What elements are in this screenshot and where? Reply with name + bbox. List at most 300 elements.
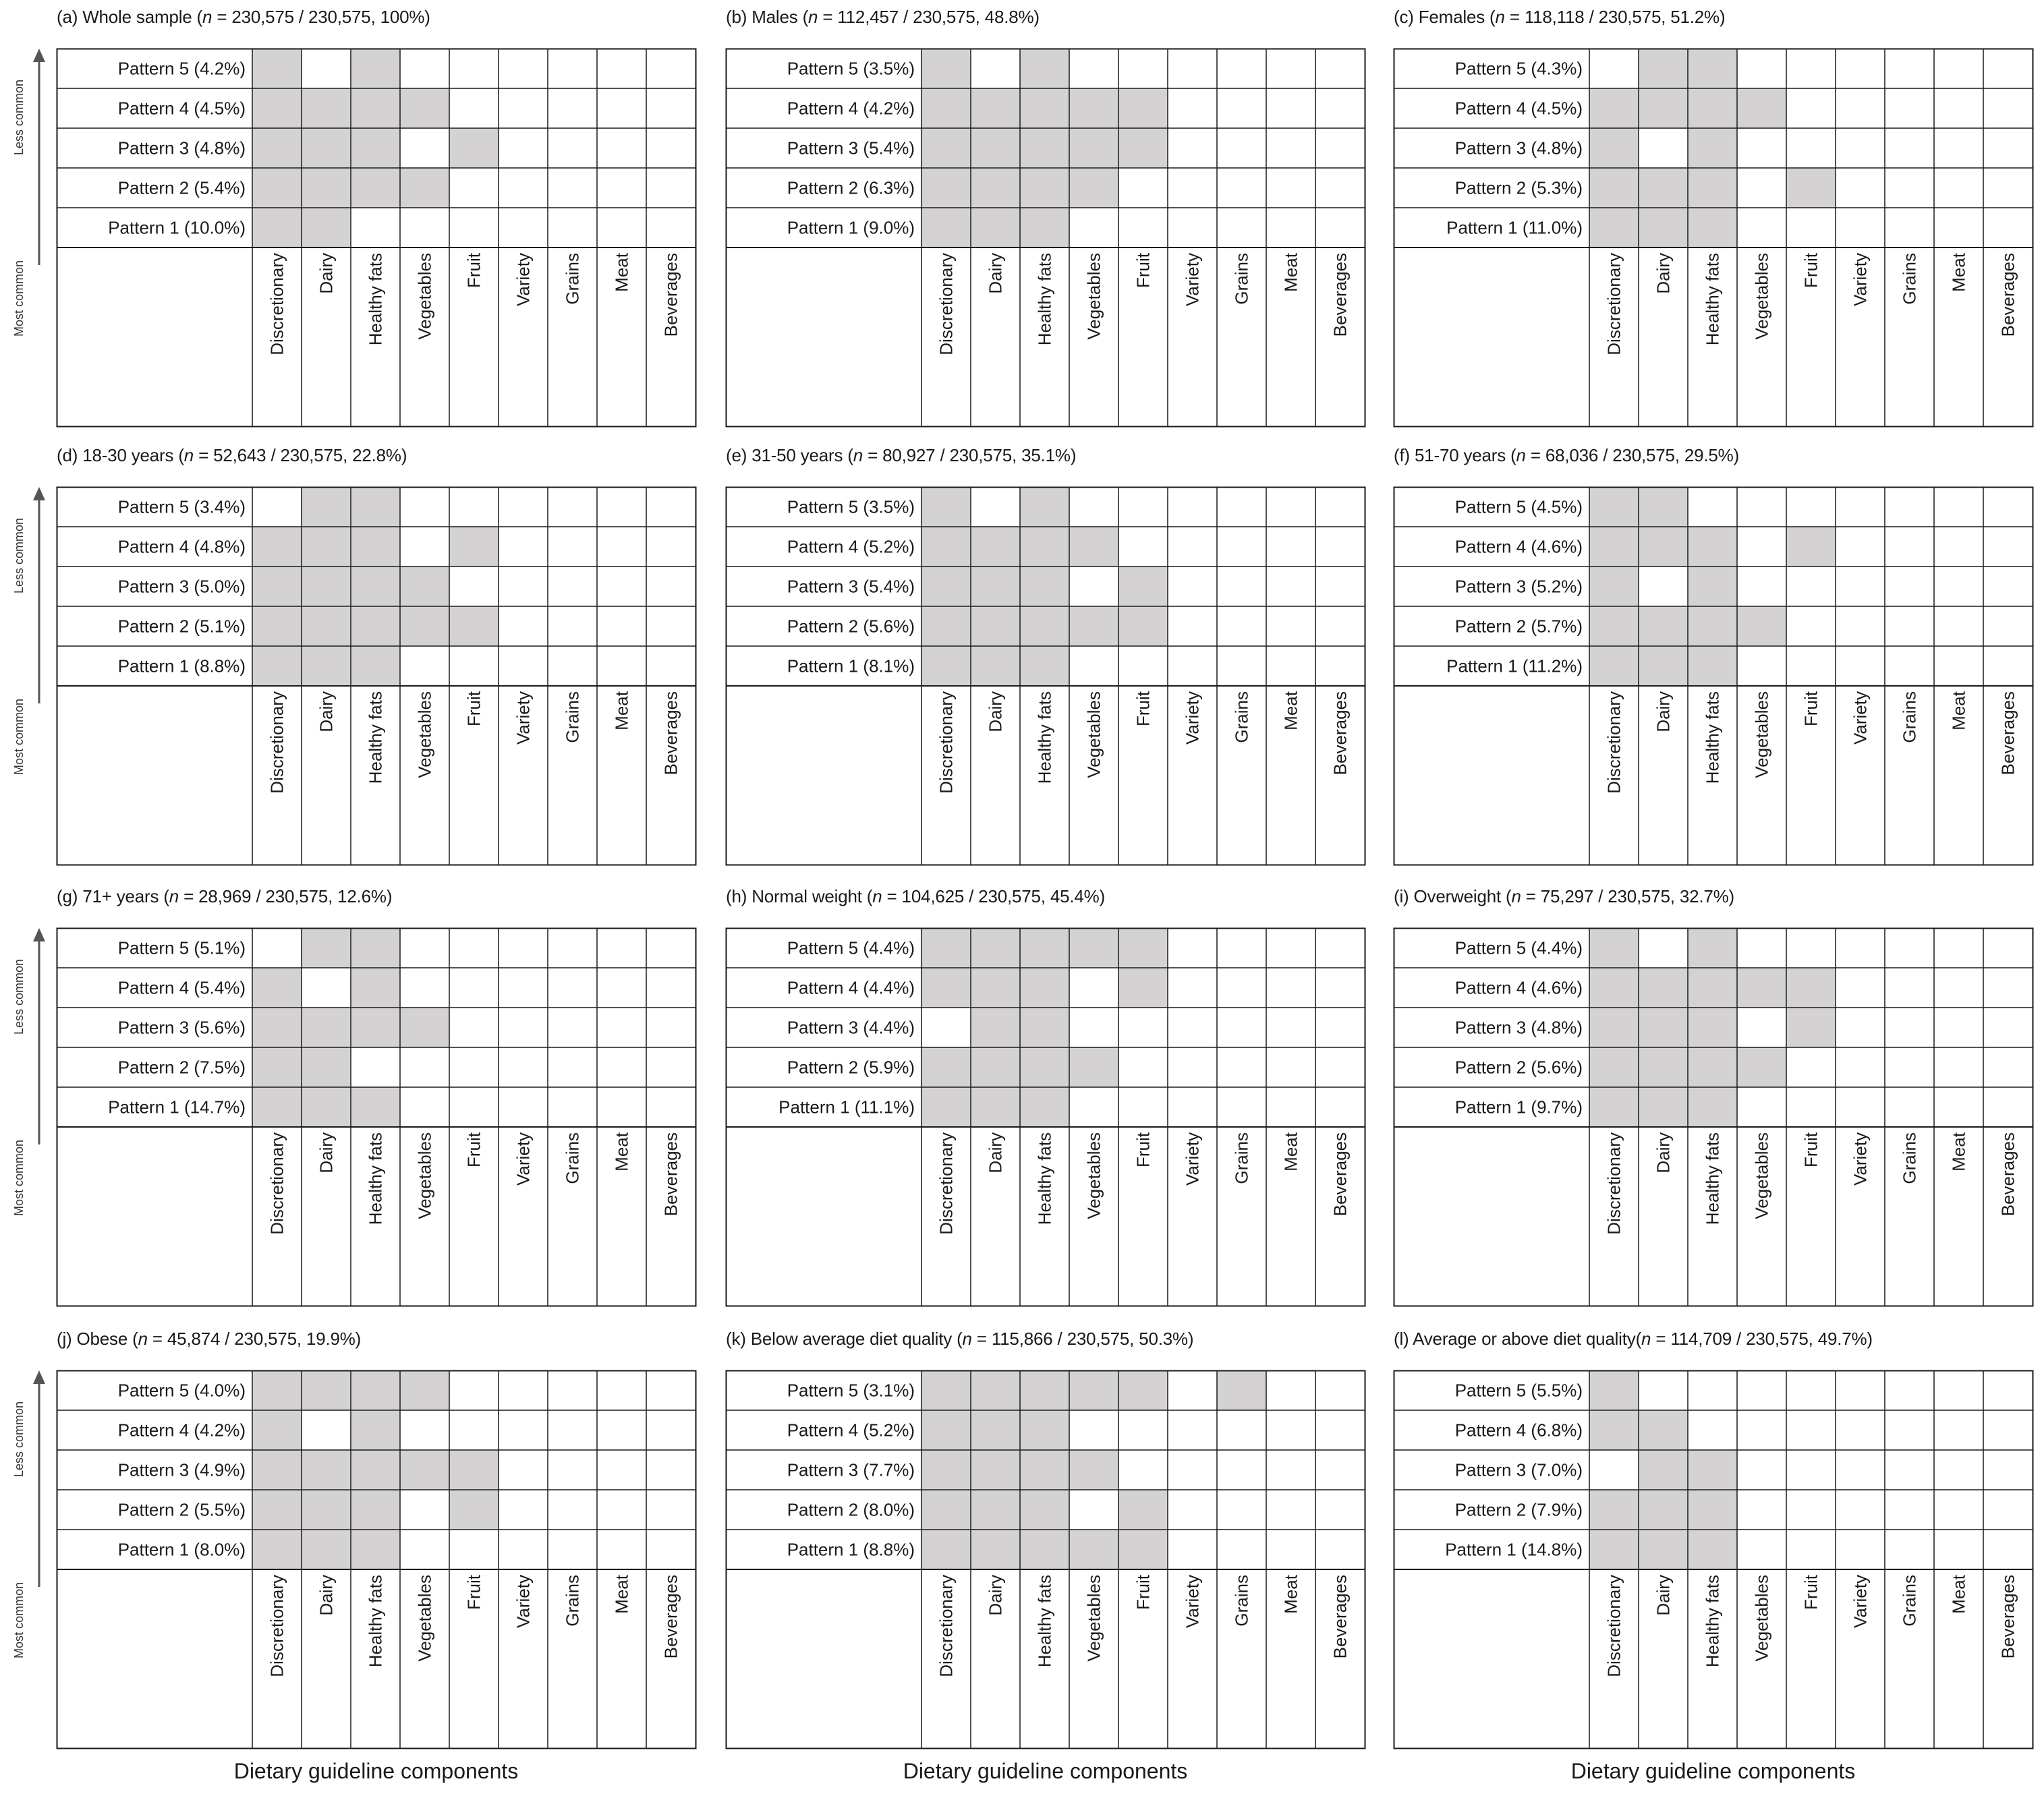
component-label: Vegetables bbox=[414, 1575, 435, 1662]
component-label: Healthy fats bbox=[365, 691, 386, 784]
shaded-cell bbox=[351, 1530, 400, 1569]
shaded-cell bbox=[1639, 1087, 1688, 1127]
shaded-cell bbox=[921, 646, 971, 686]
component-label: Variety bbox=[1850, 1575, 1871, 1628]
shaded-cell bbox=[971, 606, 1020, 646]
shaded-cell bbox=[1688, 968, 1737, 1008]
component-label: Variety bbox=[513, 253, 534, 306]
pattern-label: Pattern 5 (5.5%) bbox=[1454, 1380, 1583, 1401]
panel-title-suffix: = 115,866 / 230,575, 50.3%) bbox=[971, 1329, 1194, 1349]
component-label: Grains bbox=[562, 1132, 583, 1184]
shaded-cell bbox=[1589, 128, 1639, 168]
component-label: Discretionary bbox=[266, 253, 287, 355]
component-label: Vegetables bbox=[1083, 1575, 1104, 1662]
pattern-label: Pattern 4 (4.6%) bbox=[1454, 977, 1583, 998]
shaded-cell bbox=[921, 1370, 971, 1410]
shaded-cell bbox=[302, 1008, 351, 1047]
panel-title-n: n bbox=[1511, 886, 1521, 906]
component-label: Meat bbox=[611, 253, 632, 292]
panel-title-prefix: (a) Whole sample ( bbox=[57, 7, 203, 27]
shaded-cell bbox=[252, 527, 302, 567]
pattern-label: Pattern 1 (14.7%) bbox=[108, 1097, 246, 1118]
component-label: Meat bbox=[1280, 691, 1301, 730]
component-label: Beverages bbox=[1997, 1132, 2018, 1217]
pattern-label: Pattern 3 (4.9%) bbox=[117, 1459, 246, 1480]
pattern-label: Pattern 3 (5.6%) bbox=[117, 1017, 246, 1038]
shaded-cell bbox=[1069, 128, 1118, 168]
pattern-label: Pattern 1 (9.7%) bbox=[1454, 1097, 1583, 1118]
component-label: Grains bbox=[1899, 1575, 1920, 1627]
shaded-cell bbox=[921, 606, 971, 646]
component-label: Meat bbox=[1280, 1575, 1301, 1614]
shaded-cell bbox=[971, 1087, 1020, 1127]
pattern-label: Pattern 5 (4.5%) bbox=[1454, 496, 1583, 517]
component-label: Vegetables bbox=[1083, 1132, 1104, 1219]
shaded-cell bbox=[1069, 168, 1118, 208]
pattern-label: Pattern 5 (4.2%) bbox=[117, 58, 246, 79]
panel-title-n: n bbox=[1495, 7, 1505, 27]
pattern-label: Pattern 1 (10.0%) bbox=[108, 217, 246, 238]
component-label: Healthy fats bbox=[1702, 1132, 1723, 1225]
panel-title-suffix: = 104,625 / 230,575, 45.4%) bbox=[882, 886, 1106, 906]
shaded-cell bbox=[1118, 567, 1168, 606]
shaded-cell bbox=[1639, 49, 1688, 88]
pattern-label: Pattern 1 (9.0%) bbox=[787, 217, 915, 238]
pattern-grid bbox=[57, 885, 704, 1303]
pattern-label: Pattern 1 (11.1%) bbox=[778, 1097, 915, 1118]
pattern-label: Pattern 4 (4.2%) bbox=[117, 1420, 246, 1441]
pattern-label: Pattern 1 (14.8%) bbox=[1445, 1539, 1583, 1560]
pattern-label: Pattern 1 (11.0%) bbox=[1446, 217, 1583, 238]
component-label: Healthy fats bbox=[1034, 1132, 1055, 1225]
shaded-cell bbox=[1589, 567, 1639, 606]
pattern-label: Pattern 4 (6.8%) bbox=[1454, 1420, 1583, 1441]
shaded-cell bbox=[921, 527, 971, 567]
pattern-label: Pattern 2 (5.4%) bbox=[117, 177, 246, 198]
panel-title-prefix: (d) 18-30 years ( bbox=[57, 445, 184, 465]
component-label: Beverages bbox=[660, 691, 681, 776]
shaded-cell bbox=[400, 168, 449, 208]
component-label: Grains bbox=[1231, 1132, 1252, 1184]
shaded-cell bbox=[1786, 968, 1836, 1008]
shaded-cell bbox=[1589, 1087, 1639, 1127]
panel-title-n: n bbox=[183, 445, 194, 465]
shaded-cell bbox=[1589, 606, 1639, 646]
component-label: Grains bbox=[1231, 1575, 1252, 1627]
component-label: Fruit bbox=[1133, 1575, 1154, 1610]
pattern-grid bbox=[726, 885, 1373, 1303]
shaded-cell bbox=[921, 1047, 971, 1087]
side-label-most-common: Most common bbox=[12, 1582, 26, 1658]
x-axis-title: Dietary guideline components bbox=[1570, 1759, 1856, 1783]
component-label: Meat bbox=[1280, 1132, 1301, 1171]
shaded-cell bbox=[302, 1450, 351, 1490]
component-label: Dairy bbox=[316, 253, 337, 294]
shaded-cell bbox=[1589, 1370, 1639, 1410]
component-label: Grains bbox=[1899, 691, 1920, 743]
shaded-cell bbox=[921, 968, 971, 1008]
panel-title-suffix: = 80,927 / 230,575, 35.1%) bbox=[863, 445, 1077, 465]
side-label-most-common: Most common bbox=[12, 1139, 26, 1216]
panel-f bbox=[1394, 444, 2041, 862]
pattern-label: Pattern 4 (4.2%) bbox=[787, 98, 915, 119]
pattern-grid bbox=[1394, 1327, 2041, 1745]
component-label: Meat bbox=[1948, 691, 1969, 730]
shaded-cell bbox=[921, 168, 971, 208]
panel-title-suffix: = 45,874 / 230,575, 19.9%) bbox=[147, 1329, 362, 1349]
pattern-grid bbox=[57, 5, 704, 424]
pattern-label: Pattern 3 (4.8%) bbox=[1454, 138, 1583, 158]
component-label: Variety bbox=[1182, 253, 1203, 306]
shaded-cell bbox=[1118, 606, 1168, 646]
shaded-cell bbox=[921, 1410, 971, 1450]
component-label: Vegetables bbox=[1751, 253, 1772, 340]
shaded-cell bbox=[302, 208, 351, 248]
shaded-cell bbox=[971, 1490, 1020, 1530]
pattern-grid bbox=[1394, 885, 2041, 1303]
pattern-label: Pattern 1 (8.8%) bbox=[117, 656, 246, 676]
pattern-label: Pattern 1 (8.0%) bbox=[117, 1539, 246, 1560]
component-label: Dairy bbox=[985, 253, 1006, 294]
component-label: Discretionary bbox=[1603, 1132, 1624, 1235]
component-label: Dairy bbox=[316, 691, 337, 732]
panel-title-suffix: = 112,457 / 230,575, 48.8%) bbox=[818, 7, 1040, 27]
component-label: Grains bbox=[562, 1575, 583, 1627]
pattern-label: Pattern 2 (6.3%) bbox=[787, 177, 915, 198]
component-label: Variety bbox=[513, 1132, 534, 1186]
pattern-label: Pattern 3 (5.4%) bbox=[787, 576, 915, 597]
component-label: Vegetables bbox=[414, 1132, 435, 1219]
component-label: Dairy bbox=[1653, 691, 1674, 732]
shaded-cell bbox=[302, 1047, 351, 1087]
shaded-cell bbox=[252, 88, 302, 128]
shaded-cell bbox=[971, 208, 1020, 248]
pattern-label: Pattern 1 (8.1%) bbox=[787, 656, 915, 676]
panel-title-prefix: (b) Males ( bbox=[726, 7, 809, 27]
shaded-cell bbox=[1589, 928, 1639, 968]
pattern-label: Pattern 2 (5.5%) bbox=[117, 1499, 246, 1520]
shaded-cell bbox=[921, 567, 971, 606]
shaded-cell bbox=[1639, 208, 1688, 248]
shaded-cell bbox=[302, 527, 351, 567]
shaded-cell bbox=[1020, 527, 1069, 567]
side-label-less-common: Less common bbox=[12, 958, 26, 1035]
shaded-cell bbox=[302, 606, 351, 646]
pattern-label: Pattern 3 (4.4%) bbox=[787, 1017, 915, 1038]
panel-j bbox=[57, 1327, 704, 1745]
shaded-cell bbox=[351, 1087, 400, 1127]
side-label-less-common: Less common bbox=[12, 1401, 26, 1477]
shaded-cell bbox=[400, 606, 449, 646]
component-label: Variety bbox=[1850, 1132, 1871, 1186]
shaded-cell bbox=[351, 567, 400, 606]
shaded-cell bbox=[1069, 928, 1118, 968]
pattern-label: Pattern 5 (4.4%) bbox=[1454, 937, 1583, 958]
side-label-less-common: Less common bbox=[12, 79, 26, 155]
shaded-cell bbox=[1589, 168, 1639, 208]
component-label: Variety bbox=[513, 1575, 534, 1628]
shaded-cell bbox=[1737, 968, 1786, 1008]
shaded-cell bbox=[302, 88, 351, 128]
pattern-label: Pattern 2 (7.9%) bbox=[1454, 1499, 1583, 1520]
shaded-cell bbox=[1688, 128, 1737, 168]
pattern-label: Pattern 4 (4.6%) bbox=[1454, 536, 1583, 557]
shaded-cell bbox=[351, 1410, 400, 1450]
shaded-cell bbox=[1020, 1087, 1069, 1127]
component-label: Vegetables bbox=[1751, 1132, 1772, 1219]
shaded-cell bbox=[921, 928, 971, 968]
panel-title-n: n bbox=[853, 445, 863, 465]
shaded-cell bbox=[400, 1450, 449, 1490]
shaded-cell bbox=[921, 128, 971, 168]
component-label: Healthy fats bbox=[1702, 253, 1723, 346]
component-label: Variety bbox=[1182, 691, 1203, 745]
component-label: Discretionary bbox=[1603, 1575, 1624, 1677]
frequency-arrow bbox=[29, 927, 49, 1149]
shaded-cell bbox=[449, 1490, 499, 1530]
shaded-cell bbox=[1589, 646, 1639, 686]
shaded-cell bbox=[1069, 1047, 1118, 1087]
component-label: Discretionary bbox=[1603, 691, 1624, 794]
panel-title-prefix: (g) 71+ years ( bbox=[57, 886, 169, 906]
shaded-cell bbox=[1639, 88, 1688, 128]
shaded-cell bbox=[1688, 168, 1737, 208]
shaded-cell bbox=[1020, 1008, 1069, 1047]
component-label: Healthy fats bbox=[1034, 253, 1055, 346]
component-label: Healthy fats bbox=[365, 1575, 386, 1668]
shaded-cell bbox=[302, 168, 351, 208]
shaded-cell bbox=[1688, 1087, 1737, 1127]
shaded-cell bbox=[1020, 968, 1069, 1008]
shaded-cell bbox=[971, 928, 1020, 968]
pattern-label: Pattern 2 (8.0%) bbox=[787, 1499, 915, 1520]
shaded-cell bbox=[971, 527, 1020, 567]
pattern-label: Pattern 2 (5.6%) bbox=[1454, 1057, 1583, 1078]
component-label: Meat bbox=[611, 1132, 632, 1171]
shaded-cell bbox=[971, 567, 1020, 606]
panel-l bbox=[1394, 1327, 2041, 1745]
panel-title-suffix: = 52,643 / 230,575, 22.8%) bbox=[194, 445, 407, 465]
component-label: Grains bbox=[1899, 1132, 1920, 1184]
component-label: Dairy bbox=[316, 1132, 337, 1173]
pattern-label: Pattern 2 (5.3%) bbox=[1454, 177, 1583, 198]
component-label: Vegetables bbox=[1083, 691, 1104, 778]
shaded-cell bbox=[1020, 128, 1069, 168]
panel-g bbox=[57, 885, 704, 1303]
pattern-label: Pattern 5 (5.1%) bbox=[117, 937, 246, 958]
component-label: Discretionary bbox=[1603, 253, 1624, 355]
pattern-grid bbox=[1394, 5, 2041, 424]
panel-title-n: n bbox=[962, 1329, 972, 1349]
shaded-cell bbox=[1020, 567, 1069, 606]
pattern-label: Pattern 4 (5.2%) bbox=[787, 536, 915, 557]
panel-i bbox=[1394, 885, 2041, 1303]
component-label: Healthy fats bbox=[365, 253, 386, 346]
component-label: Beverages bbox=[660, 1132, 681, 1217]
x-axis-title: Dietary guideline components bbox=[233, 1759, 519, 1783]
shaded-cell bbox=[971, 1410, 1020, 1450]
shaded-cell bbox=[1639, 968, 1688, 1008]
shaded-cell bbox=[302, 1370, 351, 1410]
shaded-cell bbox=[351, 968, 400, 1008]
shaded-cell bbox=[351, 487, 400, 527]
shaded-cell bbox=[449, 1450, 499, 1490]
shaded-cell bbox=[1118, 1530, 1168, 1569]
shaded-cell bbox=[1688, 1450, 1737, 1490]
shaded-cell bbox=[252, 646, 302, 686]
component-label: Fruit bbox=[1133, 1132, 1154, 1167]
shaded-cell bbox=[971, 1450, 1020, 1490]
component-label: Fruit bbox=[463, 691, 484, 726]
shaded-cell bbox=[252, 128, 302, 168]
component-label: Vegetables bbox=[1751, 1575, 1772, 1662]
panel-c bbox=[1394, 5, 2041, 424]
pattern-grid bbox=[57, 444, 704, 862]
shaded-cell bbox=[351, 1490, 400, 1530]
shaded-cell bbox=[252, 968, 302, 1008]
component-label: Vegetables bbox=[414, 253, 435, 340]
shaded-cell bbox=[1020, 487, 1069, 527]
shaded-cell bbox=[252, 1008, 302, 1047]
shaded-cell bbox=[1688, 527, 1737, 567]
component-label: Dairy bbox=[316, 1575, 337, 1616]
shaded-cell bbox=[252, 168, 302, 208]
shaded-cell bbox=[1589, 88, 1639, 128]
panel-title-prefix: (j) Obese ( bbox=[57, 1329, 138, 1349]
panel-title-prefix: (k) Below average diet quality ( bbox=[726, 1329, 963, 1349]
component-label: Vegetables bbox=[1083, 253, 1104, 340]
component-label: Grains bbox=[1899, 253, 1920, 305]
pattern-label: Pattern 5 (4.3%) bbox=[1454, 58, 1583, 79]
pattern-label: Pattern 5 (3.4%) bbox=[117, 496, 246, 517]
shaded-cell bbox=[1688, 88, 1737, 128]
panel-title-n: n bbox=[169, 886, 179, 906]
shaded-cell bbox=[302, 928, 351, 968]
shaded-cell bbox=[1589, 527, 1639, 567]
component-label: Fruit bbox=[1800, 691, 1821, 726]
panel-e bbox=[726, 444, 1373, 862]
shaded-cell bbox=[1020, 1490, 1069, 1530]
shaded-cell bbox=[1639, 646, 1688, 686]
panel-k bbox=[726, 1327, 1373, 1745]
shaded-cell bbox=[1786, 527, 1836, 567]
shaded-cell bbox=[400, 1008, 449, 1047]
component-label: Beverages bbox=[1330, 1132, 1351, 1217]
panel-title-n: n bbox=[1641, 1329, 1651, 1349]
component-label: Variety bbox=[1182, 1132, 1203, 1186]
shaded-cell bbox=[921, 1530, 971, 1569]
x-axis-title: Dietary guideline components bbox=[903, 1759, 1188, 1783]
shaded-cell bbox=[1069, 1530, 1118, 1569]
component-label: Beverages bbox=[1330, 1575, 1351, 1659]
shaded-cell bbox=[1786, 168, 1836, 208]
pattern-grid bbox=[726, 5, 1373, 424]
shaded-cell bbox=[921, 487, 971, 527]
pattern-label: Pattern 5 (3.1%) bbox=[787, 1380, 915, 1401]
shaded-cell bbox=[1589, 487, 1639, 527]
shaded-cell bbox=[1118, 928, 1168, 968]
pattern-label: Pattern 2 (5.1%) bbox=[117, 616, 246, 637]
pattern-label: Pattern 5 (4.0%) bbox=[117, 1380, 246, 1401]
shaded-cell bbox=[971, 1008, 1020, 1047]
component-label: Grains bbox=[562, 253, 583, 305]
shaded-cell bbox=[1069, 1370, 1118, 1410]
panel-title-suffix: = 68,036 / 230,575, 29.5%) bbox=[1525, 445, 1740, 465]
component-label: Fruit bbox=[463, 1575, 484, 1610]
component-label: Healthy fats bbox=[1702, 691, 1723, 784]
component-label: Discretionary bbox=[266, 691, 287, 794]
shaded-cell bbox=[252, 1450, 302, 1490]
shaded-cell bbox=[1589, 1410, 1639, 1450]
shaded-cell bbox=[252, 1490, 302, 1530]
shaded-cell bbox=[1069, 527, 1118, 567]
shaded-cell bbox=[921, 1450, 971, 1490]
pattern-label: Pattern 4 (4.5%) bbox=[1454, 98, 1583, 119]
panel-b bbox=[726, 5, 1373, 424]
shaded-cell bbox=[252, 1410, 302, 1450]
shaded-cell bbox=[1069, 88, 1118, 128]
shaded-cell bbox=[1786, 1008, 1836, 1047]
component-label: Beverages bbox=[1330, 253, 1351, 337]
component-label: Meat bbox=[1948, 253, 1969, 292]
frequency-arrow bbox=[29, 486, 49, 707]
shaded-cell bbox=[449, 606, 499, 646]
panel-title-n: n bbox=[1516, 445, 1526, 465]
panel-title-n: n bbox=[202, 7, 212, 27]
component-label: Variety bbox=[1850, 253, 1871, 306]
component-label: Healthy fats bbox=[1702, 1575, 1723, 1668]
side-label-less-common: Less common bbox=[12, 517, 26, 593]
shaded-cell bbox=[1737, 88, 1786, 128]
frequency-arrow bbox=[29, 1369, 49, 1591]
shaded-cell bbox=[1020, 1450, 1069, 1490]
pattern-label: Pattern 3 (5.0%) bbox=[117, 576, 246, 597]
shaded-cell bbox=[1589, 968, 1639, 1008]
shaded-cell bbox=[449, 128, 499, 168]
shaded-cell bbox=[1020, 1410, 1069, 1450]
panel-title-suffix: = 118,118 / 230,575, 51.2%) bbox=[1504, 7, 1726, 27]
pattern-label: Pattern 4 (4.8%) bbox=[117, 536, 246, 557]
shaded-cell bbox=[1639, 1490, 1688, 1530]
panel-h bbox=[726, 885, 1373, 1303]
panel-title-n: n bbox=[872, 886, 882, 906]
shaded-cell bbox=[252, 1047, 302, 1087]
pattern-label: Pattern 4 (4.5%) bbox=[117, 98, 246, 119]
component-label: Dairy bbox=[1653, 1575, 1674, 1616]
component-label: Dairy bbox=[985, 1575, 1006, 1616]
shaded-cell bbox=[1118, 968, 1168, 1008]
panel-title-suffix: = 114,709 / 230,575, 49.7%) bbox=[1651, 1329, 1873, 1349]
pattern-grid bbox=[1394, 444, 2041, 862]
component-label: Discretionary bbox=[266, 1575, 287, 1677]
pattern-grid bbox=[726, 444, 1373, 862]
panel-title-n: n bbox=[138, 1329, 148, 1349]
shaded-cell bbox=[1020, 168, 1069, 208]
component-label: Discretionary bbox=[936, 253, 957, 355]
shaded-cell bbox=[1118, 1490, 1168, 1530]
shaded-cell bbox=[302, 646, 351, 686]
component-label: Vegetables bbox=[1751, 691, 1772, 778]
shaded-cell bbox=[971, 1530, 1020, 1569]
pattern-label: Pattern 3 (5.2%) bbox=[1454, 576, 1583, 597]
shaded-cell bbox=[1688, 49, 1737, 88]
shaded-cell bbox=[1589, 1008, 1639, 1047]
component-label: Dairy bbox=[985, 1132, 1006, 1173]
shaded-cell bbox=[302, 1087, 351, 1127]
shaded-cell bbox=[1020, 1047, 1069, 1087]
shaded-cell bbox=[351, 928, 400, 968]
shaded-cell bbox=[252, 606, 302, 646]
